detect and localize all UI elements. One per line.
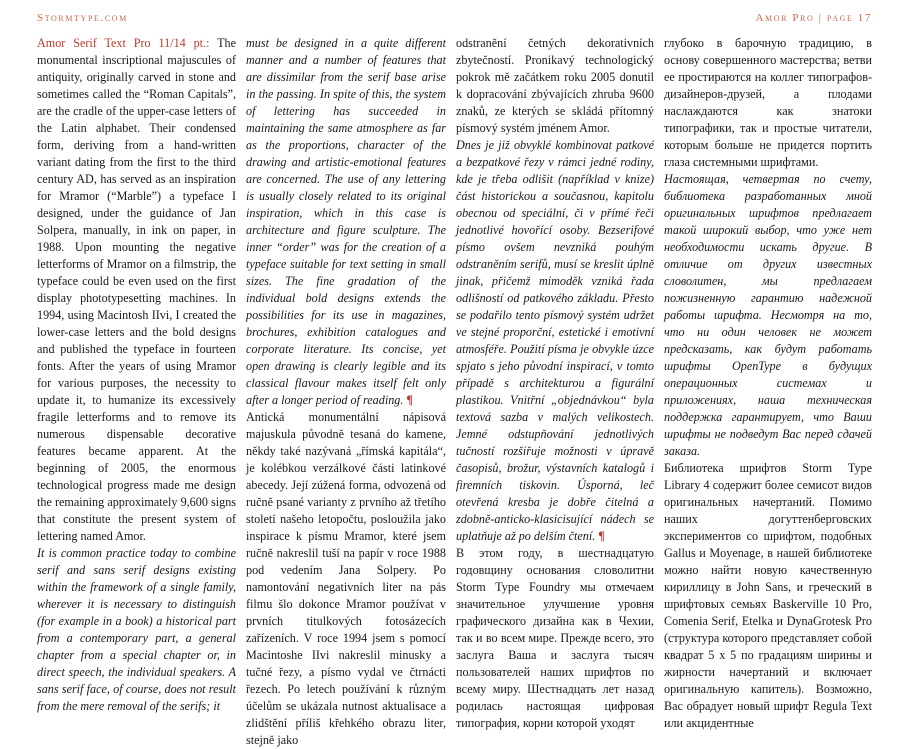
header-page-info: Amor Pro | page 17 (755, 12, 872, 24)
paragraph: глубоко в барочную традицию, в основу совершенного мастерства; ветви ее простираются на коллег типографов-дизайнеров-друзей, а плодами наслаждаются как знатоки типографики, так и простые читатели, которым больше не придется портить глаза системными шрифтами. (664, 36, 872, 169)
pilcrow-mark: ¶ (403, 393, 413, 407)
header-site[interactable]: Stormtype.com (37, 12, 128, 24)
column-3 (454, 35, 662, 749)
column-2 (244, 35, 454, 749)
paragraph-italic (246, 35, 446, 409)
paragraph-italic: Настоящая, четвертая по счету, библиотека разработанных мной оригинальных шрифтов предлагает такой широкий выбор, что уже нет необходимости искать другие. В отличие от других известных словолитен, мы предлагаем пожизненную гарантию надежной работы шрифта. Несмотря на то, что ни один человек не может предсказать, как будут работать шрифты OpenType в будущих операционных системах и приложениях, наша техническая поддержка гарантирует, что Ваши шрифты не подведут Вас перед сдачей заказа. (664, 172, 872, 458)
paragraph: Antická monumentální nápisová majuskula původně tesaná do kamene, někdy také nazývaná „římská kapitála“, je kolébkou verzálkové části latinkové abecedy. Její zúžená forma, odvozená od ručně psané varianty z prvního až třetího století našeho letopočtu, posloužila jako inspirace k písmu Mramor, které jsem ručně nakreslil tuší na papír v roce 1988 pod vedením Jana Solpery. Po namontování negativních liter na pás filmu šlo dokonce Mramor používat v prvních titulkových fotosázecích zařízeních. V roce 1994 jsem s pomocí Macintoshe IIvi nakreslil minusky a tučné řezy, a písmo vydal ve čtrnácti řezech. Po letech používání k různým účelům se ukázala nutnost aktualisace a zlidštění příliš křehkého obrazu liter, stejně jako (246, 410, 446, 747)
column-1 (37, 35, 244, 749)
lead-heading: Amor Serif Text Pro 11/14 pt.: (37, 36, 210, 50)
pilcrow-mark: ¶ (595, 529, 605, 543)
paragraph-italic (456, 137, 654, 545)
paragraph: odstranění četných dekorativních zbytečností. Pronikavý technologický pokrok mě začátkem roku 2005 donutil k dopracování zbývajících zhruba 9600 znaků, ze kterých se skládá přítomný písmový systém jménem Amor. (456, 36, 654, 135)
paragraph-italic: It is common practice today to combine serif and sans serif designs existing within the framework of a single family, wherever it is necessary to distinguish (for example in a book) a historical part from a contemporary part, a general chapter from a special chapter or, in direct speech, the individual speakers. A sans serif face, of course, does not result from the mere removal of the serifs; it (37, 546, 236, 713)
column-4 (662, 35, 872, 749)
paragraph-text: must be designed in a quite different manner and a number of features that are dissimilar from the serif base arise in the passing. In spite of this, the system of lettering has succeeded in maintaining the same atmosphere as far as the proportions, character of the drawing and artistic-emotional features are concerned. The use of any lettering is usually closely related to its original inspiration, which in this case is architecture and figure sculpture. The inner “order” was for the creation of a typeface suitable for text setting in small sizes. The fine gradation of the individual bold designs extends the possibilities for its use in magazines, brochures, exhibition catalogues and corporate literature. Its concise, yet open drawing is clearly legible and its classical flavour makes itself felt only after a longer period of reading. (246, 36, 446, 407)
text-columns (37, 35, 872, 747)
paragraph: В этом году, в шестнадцатую годовщину основания словолитни Storm Type Foundry мы отмечаем значительное улучшение уровня графического дизайна как в Чехии, так и во всем мире. Прежде всего, это заслуга Ваша и заслуга тысяч пользователей наших шрифтов по всему миру. Шестнадцать лет назад родилась настоящая цифровая типография, корни которой уходят (456, 546, 654, 730)
paragraph-text: Dnes je již obvyklé kombinovat patkové a bezpatkové řezy v rámci jedné rodiny, kde je třeba odlišit (například v knize) část historickou a současnou, kapitolu obecnou od speciální, či v přímé řeči jednotlivé hovořící osoby. Bezserifové písmo ovšem nevzniká pouhým odstraněním serifů, musí se kreslit úplně jinak, přičemž mimoděk vzniká řada odlišností od patkového základu. Přesto se podařilo tento písmový systém udržet ve stejné proporční, estetické i emotivní atmosféře. Použití písma je obvykle úzce spjato s jeho původní inspirací, v tomto případě s architekturou a figurální plastikou. Vnitřní „objednávkou“ byla textová sazba v malých velikostech. Jemné odstupňování jednotlivých tučností rozšiřuje možnosti v úpravě časopisů, brožur, výstavních katalogů i firemních tiskovin. Úsporná, leč otevřená kresba je dobře čitelná a zdobně-anticko-klasicisující nádech se uplatňuje až po delším čtení. (456, 138, 654, 543)
paragraph: Библиотека шрифтов Storm Type Library 4 содержит более семисот видов оригинальных начертаний. Помимо наших догуттенберговских экспериментов со шрифтом, подобных Gallus и Moyenage, в нашей библиотеке можно найти новую качественную кириллицу в John Sans, и греческий в шрифтовых семьях Baskerville 10 Pro, Comenia Serif, Etelka и DynaGrotesk Pro (структура которого представляет собой квадрат 5 x 5 по градациям ширины и жирности начертаний и включает оригинальную капитель). Возможно, Вас обрадует новый шрифт Regula Text или акцидентные (664, 461, 872, 730)
paragraph-text: The monumental inscriptional majuscules of antiquity, originally carved in stone and sometimes called the “Roman Capitals”, are the cradle of the upper-case letters of the Latin alphabet. Their condensed form, deriving from a hand-written variant dating from the first to the third century AD, has served as an inspiration for Mramor (“Marble”) a typeface I designed, under the guidance of Jan Solpera, manually, in ink on paper, in 1988. Upon mounting the negative letterforms of Mramor on a filmstrip, the typeface could be even used on the first display phototypesetting machines. In 1994, using Macintosh IIvi, I created the lower-case letters and the bold designs and published the typeface in fourteen fonts. After the years of using Mramor for various purposes, the necessity to update it, to humanize its excessively fragile letterforms and to remove its numerous dispensable decorative features became apparent. At the beginning of 2005, the enormous technological progress made me design the remaining approximately 9,600 signs that constitute the present system of lettering named Amor. (37, 36, 236, 543)
paragraph (37, 35, 236, 545)
